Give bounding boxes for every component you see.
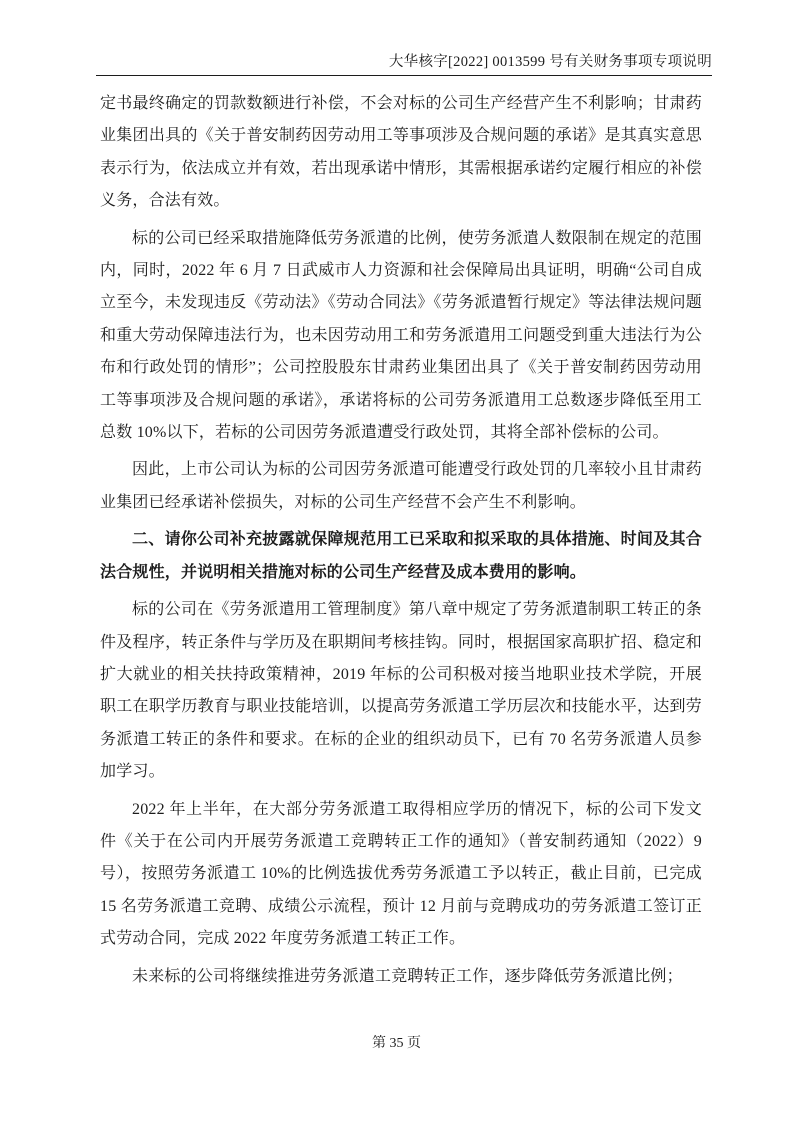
header-title: 大华核字[2022] 0013599 号有关财务事项专项说明: [388, 54, 712, 70]
document-body: [100, 88, 702, 998]
paragraph-2022-competition-notice: 2022 年上半年，在大部分劳务派遣工取得相应学历的情况下，标的公司下发文件《关于在公司内开展劳务派遣工竞聘转正工作的通知》（普安制药通知（2022）9 号），按照劳务派遣工 10%的比例选拔优秀劳务派遣工予以转正，截止目前，已完成 15 名劳务派遣工竞聘、成绩公示流程，预计 12 月前与竞聘成功的劳务派遣工签订正式劳动合同，完成 2022 年度劳务派遣工转正工作。: [100, 800, 702, 948]
paragraph-dispatch-ratio-measures: 标的公司已经采取措施降低劳务派遣的比例，使劳务派遣人数限制在规定的范围内，同时，2022 年 6 月 7 日武威市人力资源和社会保障局出具证明，明确“公司自成立至今，未发现违反《劳动法》《劳动合同法》《劳务派遣暂行规定》等法律法规问题和重大劳动保障违法行为，也未因劳动用工和劳务派遣用工问题受到重大违法行为公布和行政处罚的情形”；公司控股股东甘肃药业集团出具了《关于普安制药因劳动用工等事项涉及合规问题的承诺》，承诺将标的公司劳务派遣用工总数逐步降低至用工总数 10%以下，若标的公司因劳务派遣遭受行政处罚，其将全部补偿标的公司。: [100, 229, 702, 442]
document-header: [96, 52, 712, 76]
page-number: 第 35 页: [372, 1036, 421, 1051]
paragraph-conclusion-low-risk: 因此，上市公司认为标的公司因劳务派遣可能遭受行政处罚的几率较小且甘肃药业集团已经承诺补偿损失，对标的公司生产经营不会产生不利影响。: [100, 461, 702, 511]
paragraph-future-plan: 未来标的公司将继续推进劳务派遣工竞聘转正工作，逐步降低劳务派遣比例；: [132, 967, 683, 985]
paragraph-regularization-system: 标的公司在《劳务派遣用工管理制度》第八章中规定了劳务派遣制职工转正的条件及程序，转正条件与学历及在职期间考核挂钩。同时，根据国家高职扩招、稳定和扩大就业的相关扶持政策精神，2019 年标的公司积极对接当地职业技术学院，开展职工在职学历教育与职业技能培训，以提高劳务派遣工学历层次和技能水平，达到劳务派遣工转正的条件和要求。在标的企业的组织动员下，已有 70 名劳务派遣人员参加学习。: [100, 601, 702, 781]
page-footer: [0, 1034, 793, 1054]
paragraph-compensation-commitment: 定书最终确定的罚款数额进行补偿，不会对标的公司生产经营产生不利影响；甘肃药业集团出具的《关于普安制药因劳动用工等事项涉及合规问题的承诺》是其真实意思表示行为，依法成立并有效，若出现承诺中情形，其需根据承诺约定履行相应的补偿义务，合法有效。: [100, 95, 702, 210]
section-heading-question-two: 二、请你公司补充披露就保障规范用工已采取和拟采取的具体措施、时间及其合法合规性，并说明相关措施对标的公司生产经营及成本费用的影响。: [100, 531, 702, 581]
